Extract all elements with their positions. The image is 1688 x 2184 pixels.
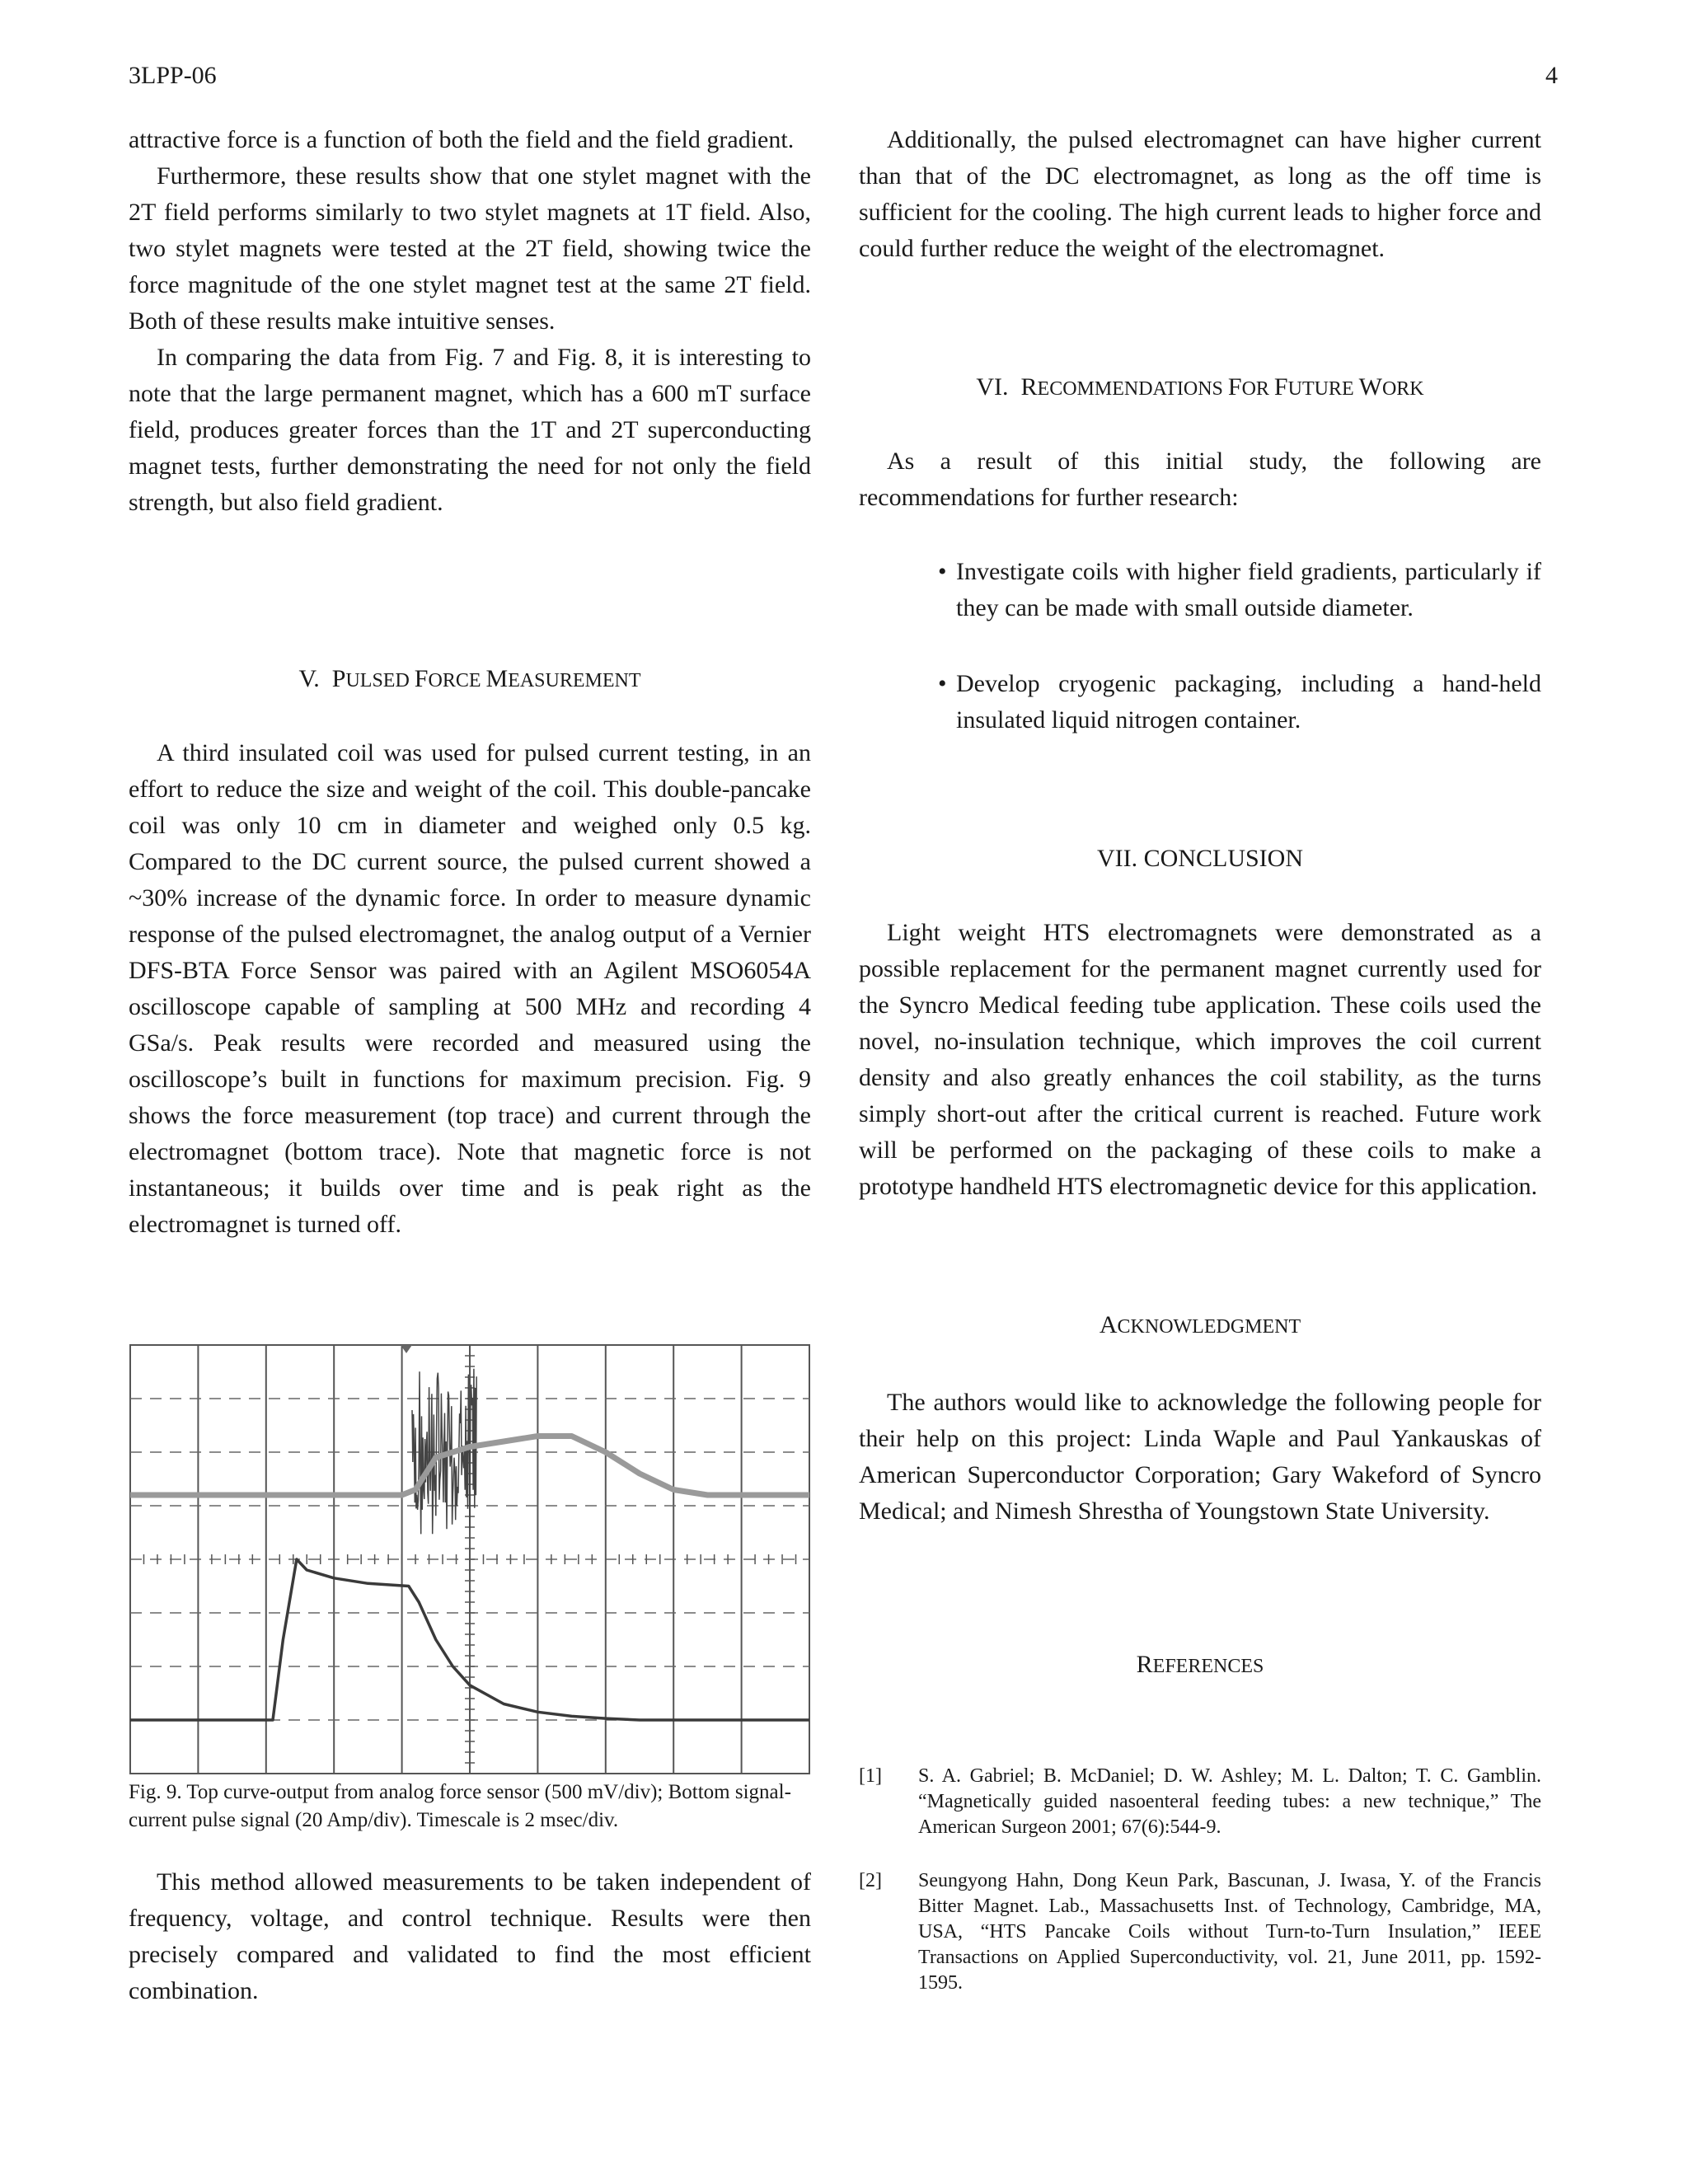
left-column-end <box>129 1864 811 2009</box>
section-vii-heading <box>859 841 1541 877</box>
conclusion-text <box>859 915 1541 1205</box>
figure-9-oscilloscope <box>129 1338 813 1777</box>
heading-smallcaps: EFERENCES <box>1152 1656 1264 1677</box>
paragraph: In comparing the data from Fig. 7 and Fig. 8, it is interesting to note that the large permanent magnet, which has a 600 mT surface field, produces greater forces than the 1T and 2T superconducting magnet tests, further demonstrating the need for not only the field strength, but also field gradient. <box>129 344 811 516</box>
reference-item <box>859 1764 1541 1840</box>
heading-smallcaps: ORK <box>1381 378 1424 400</box>
acknowledgment-heading <box>859 1307 1541 1345</box>
heading-smallcaps: EASUREMENT <box>508 670 641 691</box>
left-column <box>129 122 811 521</box>
heading-smallcaps: ORCE <box>428 670 486 691</box>
paragraph: Light weight HTS electromagnets were demonstrated as a possible replacement for the permanent magnet currently used for the Syncro Medical feeding tube application. These coils used the novel, no-insulation technique, which improves the coil current density and also greatly enhances the coil stability, as the turns simply short-out after the critical current is reached. Future work will be performed on the packaging of these coils to make a prototype handheld HTS electromagnetic device for this application. <box>859 919 1541 1200</box>
heading-letter: A <box>1099 1311 1118 1338</box>
paragraph: As a result of this initial study, the following are recommendations for further research: <box>859 448 1541 511</box>
heading-letter: R <box>1020 373 1038 401</box>
reference-text: Seungyong Hahn, Dong Keun Park, Bascunan, J. Iwasa, Y. of the Francis Bitter Magnet. Lab., Massachusetts Inst. of Technology, Cambridge, MA, USA, “HTS Pancake Coils without Turn-to-Turn Insulation,” IEEE Transactions on Applied Superconductivity, vol. 21, June 2011, pp. 1592-1595. <box>918 1870 1541 1994</box>
heading-smallcaps: CKNOWLEDGMENT <box>1117 1316 1301 1338</box>
heading-letter: F <box>414 665 429 692</box>
left-column-continued <box>129 735 811 1243</box>
list-item-text: Develop cryogenic packaging, including a hand-held insulated liquid nitrogen container. <box>956 670 1541 733</box>
paragraph: Additionally, the pulsed electromagnet can have higher current than that of the DC electromagnet, as long as the off time is sufficient for the cooling. The high current leads to higher force and could further reduce the weight of the electromagnet. <box>859 126 1541 262</box>
paragraph: The authors would like to acknowledge the following people for their help on this project: Linda Waple and Paul Yankauskas of American Superconductor Corporation; Gary Wakeford of Syncro Medical; and Nimesh Shrestha of Youngstown State University. <box>859 1389 1541 1525</box>
page-number: 4 <box>1545 62 1558 89</box>
heading-letter: R <box>1136 1651 1153 1678</box>
section-v-heading <box>129 661 811 699</box>
heading-smallcaps: ULSED <box>345 670 415 691</box>
heading-smallcaps: ECOMMENDATIONS <box>1037 378 1228 400</box>
references-heading <box>859 1647 1541 1685</box>
section-number: VI. <box>976 373 1009 401</box>
list-item <box>938 554 1541 626</box>
figure-caption: Fig. 9. Top curve-output from analog force sensor (500 mV/div); Bottom signal-current pulse signal (20 Amp/div). Timescale is 2 msec/div. <box>129 1781 791 1831</box>
heading-smallcaps: UTURE <box>1287 378 1359 400</box>
paragraph: This method allowed measurements to be taken independent of frequency, voltage, and control technique. Results were then precisely compared and validated to find the most efficient combination. <box>129 1868 811 2004</box>
heading-smallcaps: OR <box>1241 378 1274 400</box>
running-header: 3LPP-06 <box>129 62 217 89</box>
heading-letter: F <box>1227 373 1242 401</box>
reference-list <box>859 1764 1541 1996</box>
heading-letter: M <box>485 665 509 692</box>
recommendation-list <box>938 554 1541 738</box>
bullet-icon: • <box>938 558 947 585</box>
list-item-text: Investigate coils with higher field gradients, particularly if they can be made with small outside diameter. <box>956 558 1541 621</box>
reference-number: [2] <box>859 1870 882 1891</box>
list-item <box>938 666 1541 738</box>
section-heading: VII. CONCLUSION <box>1097 845 1303 872</box>
reference-number: [1] <box>859 1765 882 1787</box>
heading-letter: P <box>331 665 346 692</box>
recommendations-intro <box>859 443 1541 516</box>
acknowledgment-text <box>859 1385 1541 1530</box>
paragraph: A third insulated coil was used for pulsed current testing, in an effort to reduce the size and weight of the coil. This double-pancake coil was only 10 cm in diameter and weighed only 0.5 kg. Compared to the DC current source, the pulsed current showed a ~30% increase of the dynamic force. In order to measure dynamic response of the pulsed electromagnet, the analog output of a Vernier DFS-BTA Force Sensor was paired with an Agilent MSO6054A oscilloscope capable of sampling at 500 MHz and recording 4 GSa/s. Peak results were recorded and measured using the oscilloscope’s built in functions for maximum precision. Fig. 9 shows the force measurement (top trace) and current through the electromagnet (bottom trace). Note that magnetic force is not instantaneous; it builds over time and is peak right as the electromagnet is turned off. <box>129 739 811 1238</box>
paragraph: Furthermore, these results show that one stylet magnet with the 2T field performs similarly to two stylet magnets at 1T field. Also, two stylet magnets were tested at the 2T field, showing twice the force magnitude of the one stylet magnet test at the same 2T field. Both of these results make intuitive senses. <box>129 162 811 335</box>
oscilloscope-plot <box>129 1338 813 1777</box>
figure-caption-block <box>129 1779 813 1835</box>
right-column <box>859 122 1541 267</box>
reference-text: S. A. Gabriel; B. McDaniel; D. W. Ashley; M. L. Dalton; T. C. Gamblin. “Magnetically guided nasoenteral feeding tubes: a new technique,” The American Surgeon 2001; 67(6):544-9. <box>918 1765 1541 1838</box>
heading-letter: W <box>1358 373 1382 401</box>
bullet-icon: • <box>938 670 947 697</box>
heading-letter: F <box>1273 373 1288 401</box>
paragraph: attractive force is a function of both the field and the field gradient. <box>129 126 795 153</box>
reference-item <box>859 1868 1541 1996</box>
section-vi-heading <box>859 369 1541 407</box>
section-number: V. <box>298 665 320 692</box>
